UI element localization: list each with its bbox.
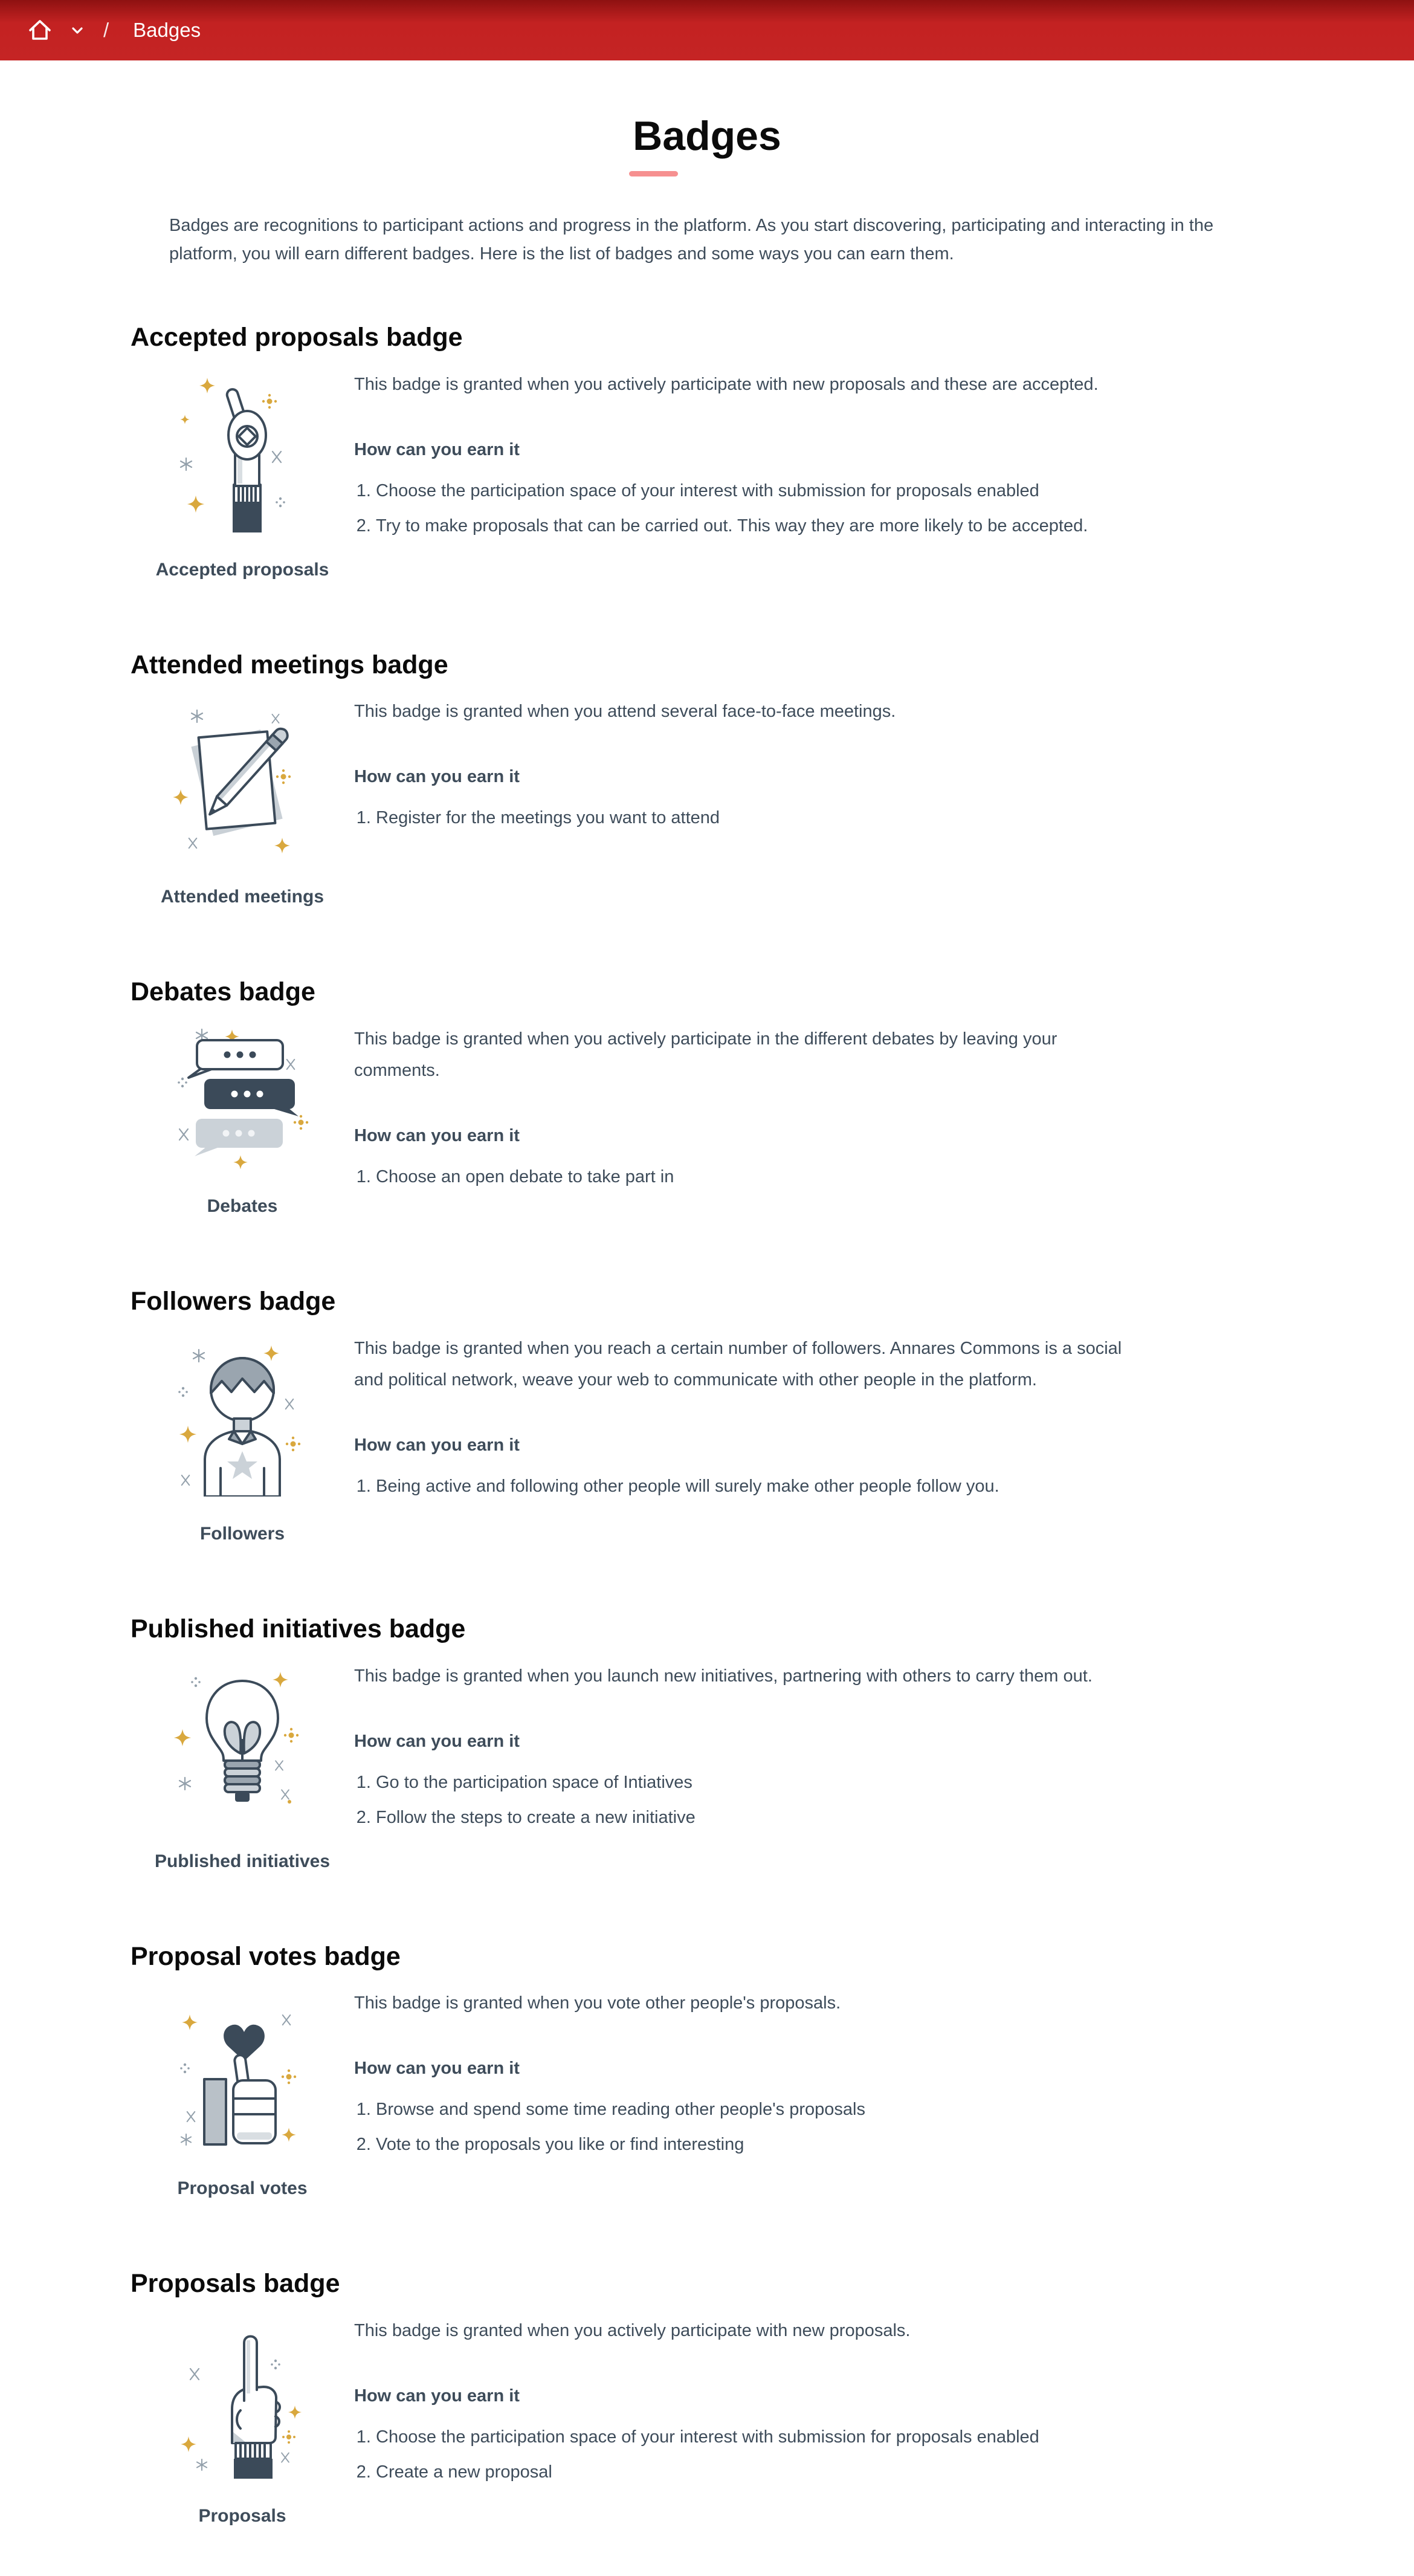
- step-item: 1. Register for the meetings you want to attend: [376, 802, 1146, 833]
- badge-caption: Proposal votes: [177, 2178, 308, 2199]
- title-underline: [629, 171, 678, 176]
- avatar-star-illustration: [170, 1336, 315, 1497]
- page-title: Badges: [633, 113, 781, 159]
- breadcrumb-separator: /: [103, 19, 109, 41]
- badge-section-debates: [131, 976, 1283, 1218]
- section-heading: Attended meetings badge: [131, 650, 448, 679]
- how-heading: How can you earn it: [354, 1435, 520, 1455]
- ok-hand-illustration: [173, 372, 312, 532]
- how-heading: How can you earn it: [354, 2059, 520, 2079]
- badge-description: This badge is granted when you reach a certain number of followers. Annares Commons is a social and political network, weave your web to communicate with other people in the platform.: [354, 1338, 1122, 1390]
- badge-section-published-initiatives: [131, 1613, 1283, 1873]
- home-link[interactable]: [27, 18, 53, 43]
- papers-pencil-illustration: [164, 699, 321, 859]
- thumbs-up-heart-illustration: [173, 1991, 312, 2151]
- intro-text: Badges are recognitions to participant actions and progress in the platform. As you start discovering, participating and interacting in the platform, you will earn different badges. Here is the list of badges and some ways you can earn them.: [169, 215, 1214, 264]
- badge-description: This badge is granted when you actively participate with new proposals and these are accepted.: [354, 374, 1099, 394]
- badge-section-proposals: [131, 2268, 1283, 2528]
- how-heading: How can you earn it: [354, 767, 520, 787]
- how-heading: How can you earn it: [354, 1731, 520, 1751]
- step-item: 1. Browse and spend some time reading other people's proposals: [376, 2094, 1146, 2125]
- badge-section-attended-meetings: [131, 649, 1283, 909]
- sparkle-icon: [199, 378, 215, 393]
- section-heading: Followers badge: [131, 1287, 336, 1316]
- speech-bubbles-illustration: [167, 1027, 318, 1169]
- badge-caption: Accepted proposals: [155, 559, 329, 580]
- badge-description: This badge is granted when you actively participate in the different debates by leaving your comments.: [354, 1029, 1057, 1081]
- lightbulb-illustration: [173, 1664, 312, 1824]
- step-item: 1. Being active and following other people will surely make other people follow you.: [376, 1471, 1146, 1502]
- page-title-block: [0, 114, 1414, 176]
- badge-description: This badge is granted when you actively participate with new proposals.: [354, 2321, 911, 2341]
- steps-list: [354, 1161, 1146, 1193]
- how-heading: How can you earn it: [354, 2386, 520, 2406]
- step-item: 2. Follow the steps to create a new initiative: [376, 1802, 1146, 1833]
- home-icon: [27, 18, 53, 43]
- how-heading: How can you earn it: [354, 439, 520, 459]
- step-item: 2. Try to make proposals that can be carried out. This way they are more likely to be accepted.: [376, 510, 1146, 542]
- badge-description: This badge is granted when you attend several face-to-face meetings.: [354, 702, 896, 722]
- step-item: 1. Go to the participation space of Intiatives: [376, 1767, 1146, 1798]
- badge-caption: Attended meetings: [160, 887, 324, 907]
- step-item: 1. Choose the participation space of your interest with submission for proposals enabled: [376, 2421, 1146, 2453]
- section-heading: Accepted proposals badge: [131, 322, 463, 352]
- badge-description: This badge is granted when you vote other people's proposals.: [354, 1993, 841, 2013]
- steps-list: [354, 1767, 1146, 1833]
- pointing-finger-illustration: [173, 2319, 312, 2479]
- steps-list: [354, 1471, 1146, 1502]
- how-heading: How can you earn it: [354, 1126, 520, 1146]
- badge-caption: Proposals: [198, 2506, 286, 2526]
- chevron-down-icon[interactable]: [72, 27, 83, 34]
- step-item: 2. Vote to the proposals you like or find interesting: [376, 2129, 1146, 2160]
- badge-caption: Published initiatives: [154, 1851, 331, 1871]
- breadcrumb-current[interactable]: Badges: [133, 19, 201, 41]
- badge-section-proposal-votes: [131, 1941, 1283, 2201]
- breadcrumb-bar: [0, 0, 1414, 60]
- steps-list: [354, 2094, 1146, 2160]
- steps-list: [354, 802, 1146, 833]
- badge-description: This badge is granted when you launch new initiatives, partnering with others to carry them out.: [354, 1666, 1093, 1686]
- step-item: 1. Choose an open debate to take part in: [376, 1161, 1146, 1193]
- steps-list: [354, 475, 1146, 542]
- step-item: 2. Create a new proposal: [376, 2456, 1146, 2488]
- steps-list: [354, 2421, 1146, 2488]
- section-heading: Proposal votes badge: [131, 1941, 401, 1971]
- step-item: 1. Choose the participation space of your interest with submission for proposals enabled: [376, 475, 1146, 506]
- badge-caption: Debates: [207, 1196, 278, 1217]
- badge-section-followers: [131, 1286, 1283, 1545]
- badge-caption: Followers: [199, 1523, 285, 1544]
- section-heading: Proposals badge: [131, 2269, 340, 2299]
- section-heading: Debates badge: [131, 977, 315, 1007]
- section-heading: Published initiatives badge: [131, 1614, 466, 1643]
- badge-section-accepted-proposals: [131, 322, 1283, 581]
